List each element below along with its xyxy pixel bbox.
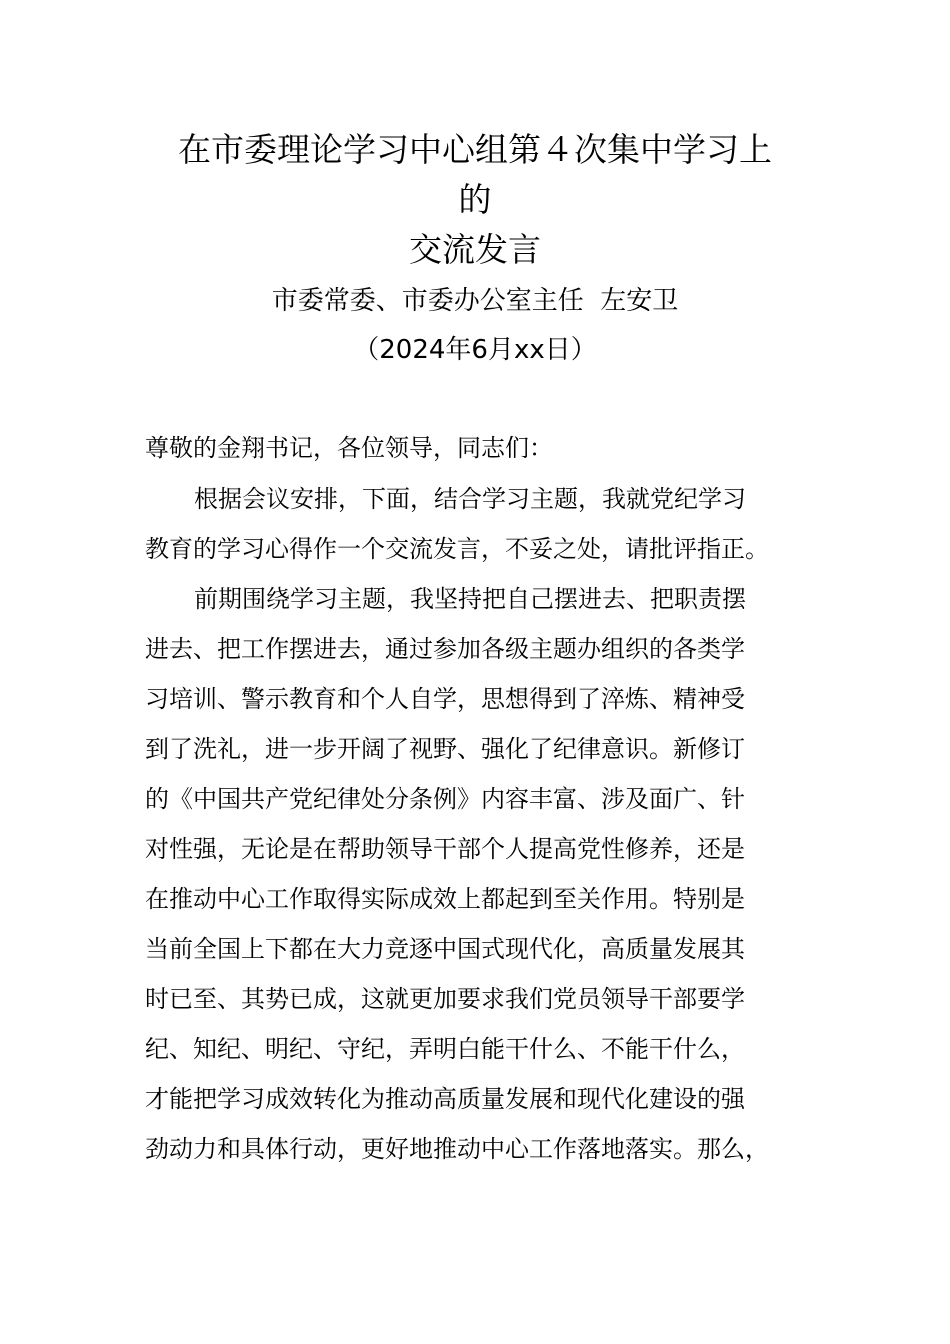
paragraph-2-line: 在推动中心工作取得实际成效上都起到至关作用。特别是 bbox=[145, 885, 745, 913]
paragraph-2-line: 到了洗礼，进一步开阔了视野、强化了纪律意识。新修订 bbox=[145, 735, 745, 763]
paragraph-2-line: 当前全国上下都在大力竞逐中国式现代化，高质量发展其 bbox=[145, 935, 745, 963]
paragraph-2-line: 劲动力和具体行动，更好地推动中心工作落地落实。那么， bbox=[145, 1135, 769, 1163]
document-author: 市委常委、市委办公室主任 左安卫 bbox=[271, 286, 679, 316]
paragraph-2-line: 习培训、警示教育和个人自学，思想得到了淬炼、精神受 bbox=[145, 685, 745, 713]
paragraph-2-line: 才能把学习成效转化为推动高质量发展和现代化建设的强 bbox=[145, 1085, 745, 1113]
document-title-line-3: 交流发言 bbox=[409, 230, 541, 269]
paragraph-1-line: 教育的学习心得作一个交流发言，不妥之处，请批评指正。 bbox=[145, 535, 769, 563]
document-date: （2024年6月xx日） bbox=[353, 335, 597, 365]
document-title-line-2: 的 bbox=[458, 180, 492, 219]
paragraph-2-line: 前期围绕学习主题，我坚持把自己摆进去、把职责摆 bbox=[194, 585, 746, 613]
paragraph-2-line: 纪、知纪、明纪、守纪，弄明白能干什么、不能干什么， bbox=[145, 1035, 745, 1063]
paragraph-2-line: 的《中国共产党纪律处分条例》内容丰富、涉及面广、针 bbox=[145, 785, 745, 813]
paragraph-2-line: 进去、把工作摆进去，通过参加各级主题办组织的各类学 bbox=[145, 635, 745, 663]
salutation: 尊敬的金翔书记，各位领导，同志们： bbox=[145, 434, 553, 462]
paragraph-2-line: 对性强，无论是在帮助领导干部个人提高党性修养，还是 bbox=[145, 835, 745, 863]
document-title-line-1: 在市委理论学习中心组第４次集中学习上 bbox=[178, 130, 772, 169]
paragraph-2-line: 时已至、其势已成，这就更加要求我们党员领导干部要学 bbox=[145, 985, 745, 1013]
paragraph-1-line: 根据会议安排，下面，结合学习主题，我就党纪学习 bbox=[194, 485, 746, 513]
